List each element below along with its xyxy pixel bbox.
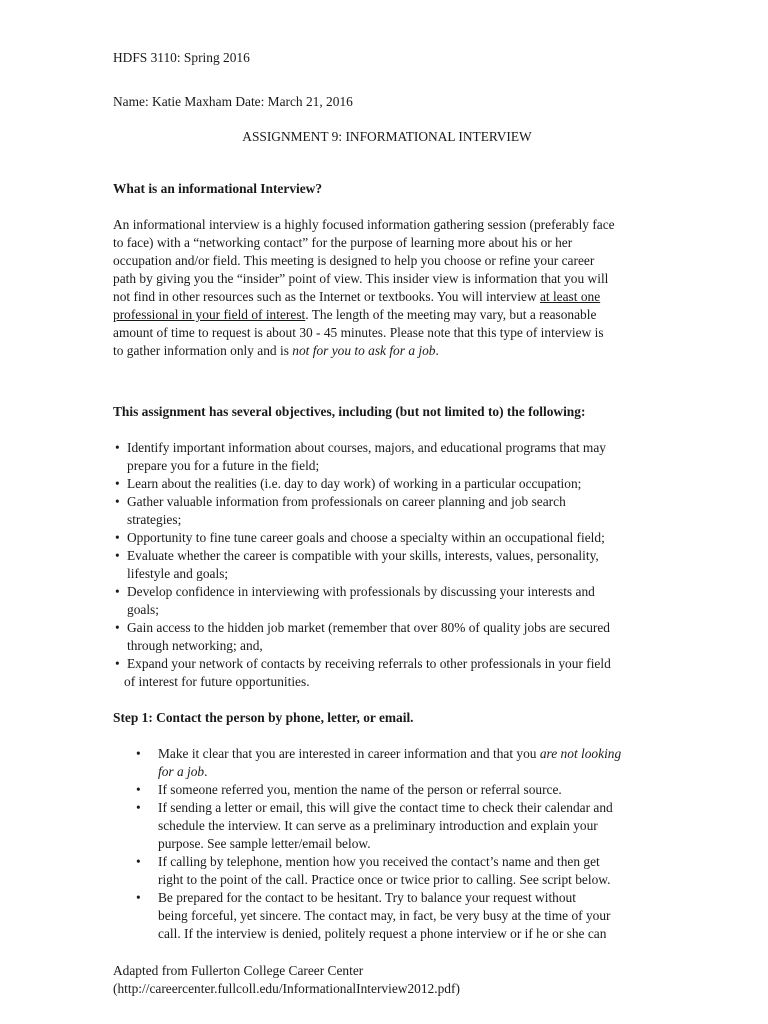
italic-text: for a job	[158, 764, 205, 779]
bullet-icon: •	[136, 782, 141, 797]
underlined-text: professional in your field of interest	[113, 307, 306, 322]
paragraph-text: to gather information only and is	[113, 343, 293, 358]
bullet-icon: •	[136, 800, 141, 815]
paragraph-line: to face) with a “networking contact” for the purpose of learning more about his or her	[113, 235, 573, 250]
paragraph-text: . The length of the meeting may vary, but a reasonable	[305, 307, 597, 322]
paragraph-line	[113, 288, 600, 306]
list-item-continued: purpose. See sample letter/email below.	[158, 836, 371, 851]
paragraph-line: occupation and/or field. This meeting is designed to help you choose or refine your career	[113, 253, 595, 268]
paragraph-line	[113, 342, 439, 360]
list-item: Expand your network of contacts by receiving referrals to other professionals in your field	[127, 656, 611, 671]
list-item: Gain access to the hidden job market (remember that over 80% of quality jobs are secured	[127, 620, 611, 635]
list-item-continued: being forceful, yet sincere. The contact may, in fact, be very busy at the time of your	[158, 908, 611, 923]
bullet-icon: •	[115, 440, 120, 455]
paragraph-line	[113, 306, 596, 324]
paragraph-text: .	[435, 343, 439, 358]
italic-text: are not looking	[539, 746, 622, 761]
list-item-continued: right to the point of the call. Practice once or twice prior to calling. See script below.	[158, 872, 611, 887]
list-item: Be prepared for the contact to be hesitant. Try to balance your request without	[158, 890, 576, 905]
list-item-continued: schedule the interview. It can serve as a preliminary introduction and explain your	[158, 818, 598, 833]
course-line: HDFS 3110: Spring 2016	[113, 50, 250, 65]
list-item: Opportunity to fine tune career goals and choose a specialty within an occupational field;	[127, 530, 605, 545]
bullet-icon: •	[115, 656, 120, 671]
bullet-icon: •	[136, 890, 141, 905]
paragraph-line: An informational interview is a highly focused information gathering session (preferably face	[113, 217, 615, 232]
paragraph-text: not find in other resources such as the Internet or textbooks. You will interview	[113, 289, 540, 304]
bullet-icon: •	[136, 746, 141, 761]
underlined-text: at least one	[539, 289, 601, 304]
name-date-line: Name: Katie Maxham Date: March 21, 2016	[113, 94, 353, 109]
section-heading-what-is: What is an informational Interview?	[113, 181, 323, 196]
bullet-icon: •	[115, 584, 120, 599]
list-item-continued: of interest for future opportunities.	[124, 674, 310, 689]
assignment-title: ASSIGNMENT 9: INFORMATIONAL INTERVIEW	[242, 129, 532, 144]
bullet-icon: •	[115, 494, 120, 509]
list-item: If someone referred you, mention the name of the person or referral source.	[158, 782, 562, 797]
list-item-continued: goals;	[127, 602, 159, 617]
bullet-icon: •	[136, 854, 141, 869]
list-item: If calling by telephone, mention how you received the contact’s name and then get	[158, 854, 600, 869]
footer-url: (http://careercenter.fullcoll.edu/InformationalInterview2012.pdf)	[113, 981, 460, 996]
list-item-continued: call. If the interview is denied, politely request a phone interview or if he or she can	[158, 926, 607, 941]
list-item: Gather valuable information from professionals on career planning and job search	[127, 494, 566, 509]
bullet-icon: •	[115, 476, 120, 491]
paragraph-line: amount of time to request is about 30 - 45 minutes. Please note that this type of interview is	[113, 325, 604, 340]
list-item-text: Make it clear that you are interested in career information and that you	[158, 746, 540, 761]
list-item-continued: lifestyle and goals;	[127, 566, 229, 581]
list-item-continued: through networking; and,	[127, 638, 263, 653]
bullet-icon: •	[115, 620, 120, 635]
list-item: Learn about the realities (i.e. day to day work) of working in a particular occupation;	[127, 476, 582, 491]
list-item-continued: prepare you for a future in the field;	[127, 458, 320, 473]
list-item: Identify important information about courses, majors, and educational programs that may	[127, 440, 606, 455]
list-item	[158, 745, 621, 763]
paragraph-line: path by giving you the “insider” point of view. This insider view is information that you will	[113, 271, 609, 286]
list-item-continued: strategies;	[127, 512, 182, 527]
footer-attribution: Adapted from Fullerton College Career Center	[113, 963, 364, 978]
list-item-text: .	[204, 764, 208, 779]
section-heading-objectives: This assignment has several objectives, including (but not limited to) the following:	[113, 404, 586, 419]
list-item-continued	[158, 763, 208, 781]
bullet-icon: •	[115, 548, 120, 563]
italic-text: not for you to ask for a job	[292, 343, 436, 358]
list-item: Evaluate whether the career is compatible with your skills, interests, values, personality,	[127, 548, 599, 563]
list-item: Develop confidence in interviewing with professionals by discussing your interests and	[127, 584, 595, 599]
section-heading-step-1: Step 1: Contact the person by phone, letter, or email.	[113, 710, 414, 725]
bullet-icon: •	[115, 530, 120, 545]
list-item: If sending a letter or email, this will give the contact time to check their calendar and	[158, 800, 613, 815]
